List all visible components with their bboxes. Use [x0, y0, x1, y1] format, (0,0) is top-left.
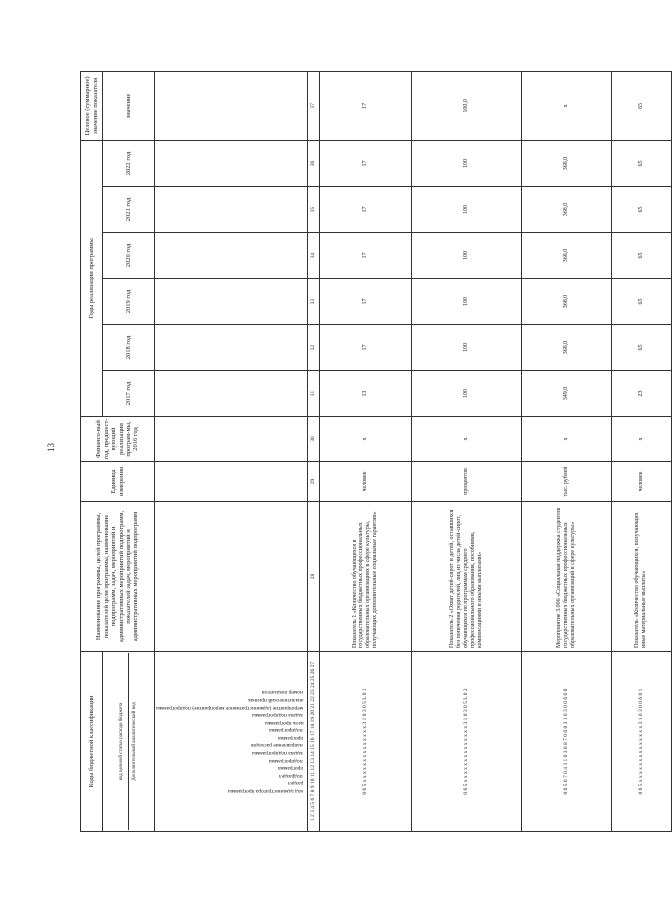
vertical-header-6: направление расходов: [251, 742, 304, 749]
column-number-33: 33: [307, 279, 319, 325]
header-year-2017: 2017 год: [103, 371, 155, 417]
row-value-2017: 349,0: [521, 371, 611, 417]
header-final-sub: значение: [103, 71, 155, 140]
vertical-code-headers: [155, 652, 308, 832]
row-name: Показатель 2 «Охват детей-сирот и детей, оставшихся без попечения родителей, лиц из числа детей-сирот, обучающихся по программам среднего профессионального образования, пособиями, компенсациями и иными выплатами»: [411, 502, 521, 652]
program-table: [80, 71, 672, 832]
row-value-2018: 65: [611, 325, 671, 371]
row-value-2017: 23: [611, 371, 671, 417]
row-value-2018: 17: [319, 325, 411, 371]
column-number-32: 32: [307, 325, 319, 371]
table-row: [611, 71, 671, 831]
column-number-36: 36: [307, 140, 319, 186]
row-name: Показатель 1 «Количество обучающихся в государственных бюджетных профессиональных образовательных организациях в сфере культуры, получающих дополнительные социальные гарантии»: [319, 502, 411, 652]
row-unit: человек: [319, 462, 411, 502]
column-number-34: 34: [307, 233, 319, 279]
row-value-2017: 13: [319, 371, 411, 417]
row-final: х: [521, 71, 611, 140]
vertical-header-12: аналитический признак: [247, 697, 304, 704]
column-number-35: 35: [307, 187, 319, 233]
header-extra-code: Дополнительный аналитический код: [128, 653, 138, 830]
vertical-header-10: задача подпрограммы: [251, 712, 304, 719]
row-prev: х: [521, 417, 611, 462]
header-name-column: Наименование программы, целей программы, показателей цели программы, наименование подпрограмм, задач, мероприятий и административных мероприятий подпрограмм, показателей задач, мероприятий и административных мероприятий подпрограмм: [81, 502, 155, 652]
vertical-header-8: подпрограмма: [269, 727, 304, 734]
row-value-2022: 65: [611, 140, 671, 186]
row-value-2019: 100: [411, 279, 521, 325]
row-value-2020: 17: [319, 233, 411, 279]
row-unit: человек: [611, 462, 671, 502]
column-number-37: 37: [307, 71, 319, 140]
row-value-2019: 17: [319, 279, 411, 325]
row-value-2019: 368,0: [521, 279, 611, 325]
row-prev: х: [411, 417, 521, 462]
row-value-2022: 100: [411, 140, 521, 186]
row-value-2020: 65: [611, 233, 671, 279]
rotated-table-sheet: [80, 72, 648, 832]
vertical-header-5: задача подпрограммы: [251, 750, 304, 756]
vertical-header-4: подпрограмма: [269, 757, 304, 764]
header-unit: Единица измерения: [81, 462, 155, 502]
row-prev: х: [611, 417, 671, 462]
row-value-2020: 100: [411, 233, 521, 279]
header-final-value: Целевое (суммарное) значение показателя: [81, 71, 103, 140]
row-value-2018: 100: [411, 325, 521, 371]
row-codes: 0 6 5 х х х х х х х х х х х х х х 3 1 0 3 0 0 6 0 1: [611, 652, 671, 832]
vertical-header-2: подраздел: [279, 772, 304, 779]
column-number-31: 31: [307, 371, 319, 417]
row-final: 65: [611, 71, 671, 140]
vertical-header-1: раздел: [287, 780, 304, 787]
table-row: [521, 71, 611, 831]
row-prev: х: [319, 417, 411, 462]
vertical-header-3: программа: [277, 765, 304, 772]
column-number-30: 30: [307, 417, 319, 462]
header-budget-codes: Коды бюджетной классификации: [81, 652, 103, 832]
header-year-2018: 2018 год: [103, 325, 155, 371]
row-value-2022: 17: [319, 140, 411, 186]
header-code-subgroups: [103, 652, 155, 832]
vertical-header-13: номер показателя: [262, 689, 304, 696]
row-codes: 0 6 5 х х х х х х х х х х х х х х 3 1 0 3 0 5 L 0 1: [319, 652, 411, 832]
row-name: Мероприятие 3.006 «Социальная поддержка студентов государственных бюджетных профессиональных образовательных организаций в сфере культуры»: [521, 502, 611, 652]
vertical-header-7: программа: [277, 734, 304, 741]
row-name: Показатель «Количество обучающихся, получающих иные материальные выплаты»: [611, 502, 671, 652]
page-number: 13: [46, 443, 56, 452]
column-numbers-row: [307, 71, 319, 831]
row-value-2019: 65: [611, 279, 671, 325]
row-value-2018: 368,0: [521, 325, 611, 371]
row-value-2021: 100: [411, 187, 521, 233]
vertical-header-0: код администратора программы: [228, 787, 304, 794]
row-codes: 0 6 5 х х х х х х х х х х х х х х 3 1 0 3 0 5 L 0 2: [411, 652, 521, 832]
header-year-2019: 2019 год: [103, 279, 155, 325]
column-number-28: 28: [307, 502, 319, 652]
row-unit: тыс. рублей: [521, 462, 611, 502]
row-value-2021: 17: [319, 187, 411, 233]
row-final: 17: [319, 71, 411, 140]
table-row: [319, 71, 411, 831]
vertical-header-9: цель программы: [264, 719, 304, 726]
header-year-2020: 2020 год: [103, 233, 155, 279]
header-year-2021: 2021 год: [103, 187, 155, 233]
table-row: [411, 71, 521, 831]
vertical-header-11: мероприятие (административное мероприятие) подпрограммы: [156, 704, 304, 711]
header-years-group: Годы реализации программы: [81, 140, 103, 416]
row-value-2022: 368,0: [521, 140, 611, 186]
row-value-2021: 368,0: [521, 187, 611, 233]
row-codes: 0 6 5 0 7 0 4 3 1 0 3 0 8 7 0 6 0 3 1 0 3 0 0 6 0 0: [521, 652, 611, 832]
row-value-2021: 65: [611, 187, 671, 233]
row-final: 100,0: [411, 71, 521, 140]
row-value-2020: 368,0: [521, 233, 611, 279]
column-number-29: 29: [307, 462, 319, 502]
row-value-2017: 100: [411, 371, 521, 417]
header-previous-year: Финансо-вый год, предшест-вующий реализации програм-мы, 2016 год: [81, 417, 155, 462]
header-expense-article: код целевой статьи расхода бюджета: [119, 702, 125, 781]
column-numbers-codes: 1 2 3 4 5 6 7 8 9 10 11 12 13 14 15 16 17 18 19 20 21 22 23 24 25 26 27: [307, 652, 319, 832]
row-unit: процентов: [411, 462, 521, 502]
header-year-2022: 2022 год: [103, 140, 155, 186]
